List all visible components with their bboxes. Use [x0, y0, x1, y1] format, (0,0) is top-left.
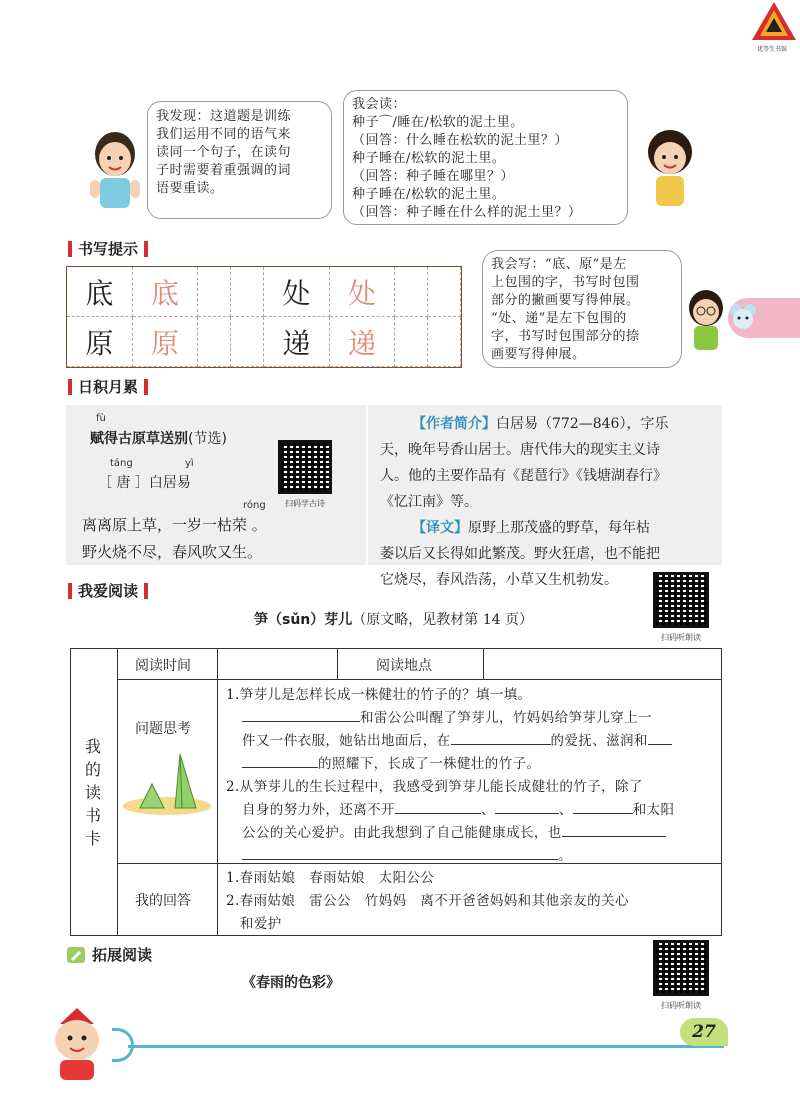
q1-text: 和雷公公叫醒了笋芽儿，竹妈妈给笋芽儿穿上一 [360, 710, 652, 726]
reading-subtitle: （原文略，见教材第 14 页） [352, 612, 533, 628]
pinyin-tang: táng [110, 458, 133, 469]
answer-2: 2.春雨姑娘 雷公公 竹妈妈 离不开爸爸妈妈和其他亲友的关心 [226, 893, 629, 909]
footer-line [128, 1045, 724, 1048]
q1-text: 件又一件衣服，她钻出地面后，在 [242, 733, 451, 749]
poem-author: ［ 唐 ］白居易 [98, 475, 191, 491]
grid-char: 原 [67, 317, 133, 367]
reading-title [254, 609, 533, 629]
qr-code-extended[interactable] [653, 940, 709, 996]
q1-text: 的照耀下，长成了一株健壮的竹子。 [318, 756, 541, 772]
grid-empty[interactable] [198, 267, 231, 317]
pinyin-yi: yì [185, 458, 194, 469]
side-char: 我 [84, 737, 101, 756]
girl-character-icon [640, 126, 700, 218]
section-reading: 我爱阅读 [66, 580, 148, 602]
question-1: 1.笋芽儿是怎样长成一株健壮的竹子的？填一填。 [226, 687, 532, 703]
bubble-line: “处、递”是左下包围的 [491, 311, 627, 326]
reading-place-input[interactable] [484, 650, 720, 676]
bubble-line: 种子睡在/松软的泥土里。 [352, 187, 506, 202]
author-text: 《忆江南》等。 [380, 494, 478, 510]
q2-text: 。 [558, 848, 572, 864]
logo-text: 优等生书馆 [756, 46, 787, 53]
section-extended: 拓展阅读 [92, 946, 153, 964]
author-text: 天，晚年号香山居士。唐代伟大的现实主义诗 [380, 442, 660, 458]
grid-empty[interactable] [428, 267, 461, 317]
bubble-line: 语要重读。 [156, 181, 224, 196]
question-label: 问题思考 [135, 721, 191, 737]
boy-character-icon [86, 128, 144, 220]
write-bubble [482, 250, 682, 368]
grid-trace-char: 底 [133, 267, 199, 317]
qr-code-poem[interactable] [278, 440, 332, 494]
glasses-boy-character-icon [684, 288, 728, 354]
grid-trace-char: 递 [330, 317, 396, 367]
author-tag: 【作者简介】 [412, 416, 496, 432]
author-text: 白居易（772—846），字乐 [496, 416, 669, 432]
side-char: 读 [84, 783, 101, 802]
blank-q2-5[interactable] [242, 846, 558, 860]
reading-title-text: 笋（sǔn）芽儿 [254, 612, 353, 628]
bubble-line: 种子⌒/睡在/松软的泥土里。 [352, 115, 524, 130]
answer-1: 1.春雨姑娘 春雨姑娘 太阳公公 [226, 870, 435, 886]
bamboo-shoot-icon [120, 748, 214, 816]
extended-title[interactable]: 《春雨的色彩》 [242, 975, 340, 991]
poem-line-2: 野火烧不尽，春风吹又生。 [82, 543, 263, 561]
bubble-line: 子时需要着重强调的词 [156, 163, 292, 178]
side-char: 书 [84, 806, 101, 825]
grid-char: 递 [264, 317, 330, 367]
bubble-line: 字，书写时包围部分的捺 [491, 329, 640, 344]
bubble-line: 部分的撇画要写得伸展。 [491, 293, 640, 308]
q2-text: 公公的关心爱护。由此我想到了自己能健康成长，也 [242, 825, 562, 841]
poem-line-1: 离离原上草，一岁一枯荣 。 [82, 516, 267, 534]
writing-grid [66, 266, 462, 368]
grid-empty[interactable] [231, 317, 264, 367]
bubble-line: 我会写：“底、原”是左 [491, 257, 627, 272]
blank-q2-4[interactable] [562, 823, 666, 837]
answer-content [226, 867, 718, 936]
qr-label-extended: 扫码听朗读 [661, 1001, 701, 1010]
question-2: 2.从笋芽儿的生长过程中，我感受到笋芽儿能长成健壮的竹子，除了 [226, 779, 643, 795]
bubble-line: 读同一个句子，在读句 [156, 145, 292, 160]
grid-empty[interactable] [231, 267, 264, 317]
bubble-line: （回答：什么睡在松软的泥土里？） [352, 133, 569, 148]
qr-code-reading[interactable] [653, 572, 709, 628]
reading-time-label: 阅读时间 [135, 658, 191, 674]
blank-q1-3[interactable] [648, 731, 672, 745]
reading-time-input[interactable] [218, 650, 336, 676]
reading-place-label: 阅读地点 [376, 658, 432, 674]
bubble-line: 种子睡在/松软的泥土里。 [352, 151, 506, 166]
card-side-label [80, 735, 106, 850]
poem-title [90, 428, 227, 448]
blank-q1-4[interactable] [242, 754, 318, 768]
mascot-character-icon [42, 1006, 112, 1082]
poem-title-text: 赋得古原草送别 [90, 431, 188, 447]
answer-label: 我的回答 [135, 893, 191, 909]
grid-empty[interactable] [198, 317, 231, 367]
poem-title-note: (节选) [188, 431, 227, 447]
bubble-line: 我们运用不同的语气来 [156, 127, 292, 142]
mouse-icon [728, 302, 758, 332]
trans-text: 萎以后又长得如此繁茂。野火狂虐，也不能把 [380, 546, 660, 562]
trans-text: 它烧尽，春风浩荡，小草又生机勃发。 [380, 572, 618, 588]
q1-text: 的爱抚、滋润和 [550, 733, 648, 749]
grid-trace-char: 处 [330, 267, 396, 317]
blank-q2-2[interactable] [495, 800, 559, 814]
answer-2-cont: 和爱护 [240, 916, 282, 932]
bubble-line: （回答：种子睡在哪里？） [352, 169, 515, 184]
grid-trace-char: 原 [133, 317, 199, 367]
blank-q2-3[interactable] [573, 800, 633, 814]
read-bubble [343, 90, 628, 225]
translation-text [380, 411, 715, 593]
bubble-line: 画要写得伸展。 [491, 347, 586, 362]
q2-text: 和太阳 [632, 802, 675, 818]
grid-empty[interactable] [395, 267, 428, 317]
pencil-icon [66, 946, 86, 964]
discover-bubble [147, 101, 332, 219]
author-text: 人。他的主要作品有《琵琶行》《钱塘湖春行》 [380, 468, 667, 484]
side-char: 的 [84, 760, 101, 779]
trans-text: 原野上那茂盛的野草，每年枯 [468, 520, 650, 536]
qr-label-reading: 扫码听朗读 [661, 633, 701, 642]
pinyin-rong: róng [243, 500, 266, 511]
side-char: 卡 [84, 829, 101, 848]
bubble-line: 上包围的字，书写时包围 [491, 275, 640, 290]
grid-char: 底 [67, 267, 133, 317]
publisher-logo-icon [748, 0, 800, 44]
section-writing-tips: 书写提示 [66, 238, 148, 260]
blank-q1-2[interactable] [451, 731, 551, 745]
q2-text: 自身的努力外，还离不开 [242, 802, 395, 818]
qr-label-poem: 扫码学古诗 [285, 499, 325, 508]
grid-empty[interactable] [428, 317, 461, 367]
page-number: 27 [680, 1018, 728, 1046]
section-daily: 日积月累 [66, 376, 148, 398]
bubble-line: 我会读： [352, 97, 407, 112]
bubble-line: （回答：种子睡在什么样的泥土里？） [352, 205, 582, 220]
grid-char: 处 [264, 267, 330, 317]
blank-q1-1[interactable] [242, 708, 360, 722]
blank-q2-1[interactable] [395, 800, 481, 814]
grid-empty[interactable] [395, 317, 428, 367]
bubble-line: 我发现：这道题是训练 [156, 109, 292, 124]
question-content: 1.笋芽儿是怎样长成一株健壮的竹子的？填一填。 和雷公公叫醒了笋芽儿，竹妈妈给笋芽儿穿上一 件又一件衣服，她钻出地面后，在 的爱抚、滋润和 的照耀下，长成了一株健壮的竹子。 2.从笋芽儿的生长过程中，我感受到笋芽儿能长成健壮的竹子，除了 自身的努力外，还离不开 、 、 和太阳 公公的关心爱护。由此我想到了自己能健康成长，也 。 [226, 684, 718, 868]
trans-tag: 【译文】 [412, 520, 468, 536]
pinyin-fu: fù [96, 413, 106, 424]
